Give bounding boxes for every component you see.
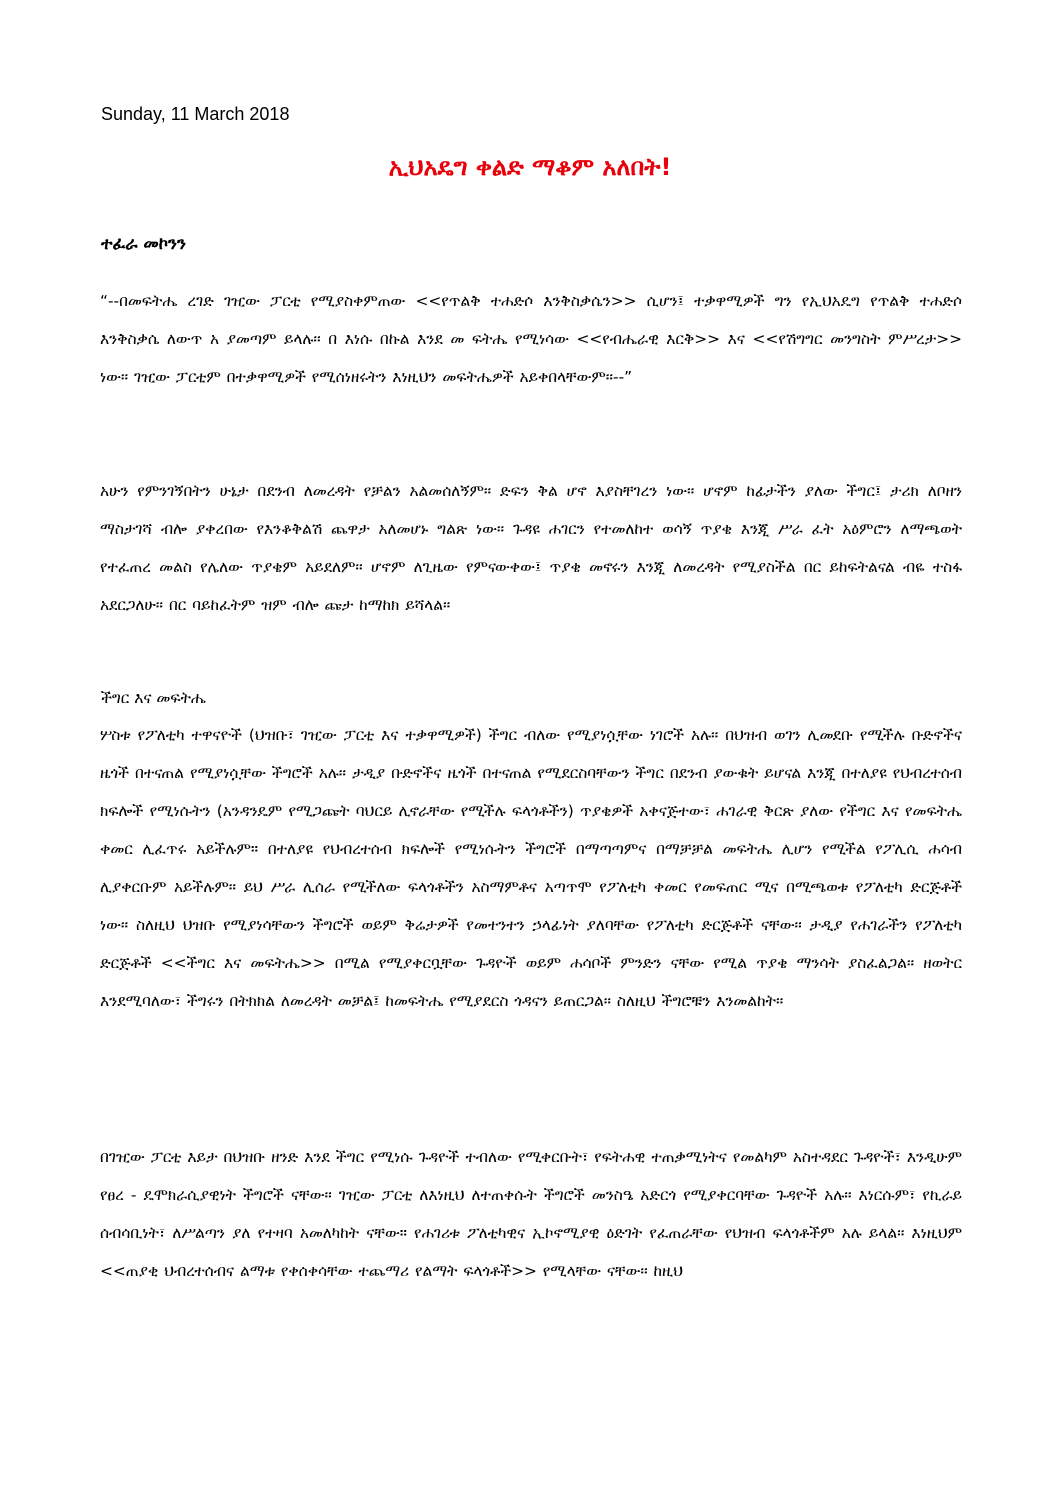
paragraph-1: አሁን የምንገኝበትን ሁኔታ በደንብ ለመረዳት የቻልን አልመሰለኝም፡፡ ድፍን ቅል ሆኖ እያስቸገረን ነው፡፡ ሆኖም ከፊታችን ያለው ችግር፤ ታሪክ ለቦዘን ማስታገሻ ብሎ ያቀረበው የእንቆቅልሽ ጨዋታ አለመሆኑ ግልጽ ነው፡፡ ጉዳዩ ሐገርን የተመለከተ ወሳኝ ጥያቄ እንጂ ሥራ ፈት አዕምሮን ለማጫወት የተፈጠረ መልስ የሌለው ጥያቄም አይደለም፡፡ ሆኖም ለጊዜው የምናውቀው፤ ጥያቄ መኖሩን እንጂ ለመረዳት የሚያስችል በር ይከፍትልናል ብዬ ተስፋ አደርጋለሁ፡፡ በር ባይከፈትም ዝም ብሎ ጩታ ከማከክ ይሻላል፡፡: [100, 482, 962, 614]
author-name: ተፈራ መኮንን: [101, 234, 186, 254]
document-title: ኢህአዴግ ቀልድ ማቆም አለበት!: [388, 153, 672, 181]
section-heading: ችግር እና መፍትሔ: [101, 689, 206, 707]
paragraph-3: በገዢው ፓርቲ እይታ በህዝቡ ዘንድ እንደ ችግር የሚነሱ ጉዳዮች ተብለው የሚቀርቡት፣ የፍትሐዊ ተጠቃሚነትና የመልካም አስተዳደር ጉዳዮች፣ እንዲሁም የፀረ - ዴሞክራሲያዊነት ችግሮች ናቸው፡፡ ገዢው ፓርቲ ለእነዚህ ለተጠቀሱት ችግሮች መንስዔ አድርጎ የሚያቀርባቸው ጉዳዮች አሉ፡፡ እነርሱም፣ የኪራይ ሰብሳቢነት፣ ለሥልጣን ያለ የተዛባ አመለካከት ናቸው። የሐገሪቱ ፖለቲካዊና ኢኮኖሚያዊ ዕድገት የፈጠራቸው የህዝብ ፍላጎቶችም አሉ ይላል፡፡ እነዚህም <<ጠያቂ ህብረተሰብና ልማቱ የቀሰቀሳቸው ተጨማሪ የልማት ፍላጎቶች>> የሚላቸው ናቸው፡፡ ከዚህ: [100, 1148, 962, 1280]
document-date: Sunday, 11 March 2018: [101, 104, 290, 124]
paragraph-2: ሦስቱ የፖለቲካ ተዋናዮች (ህዝቡ፣ ገዢው ፓርቲ እና ተቃዋሚዎች) ችግር ብለው የሚያነሷቸው ነገሮች አሉ፡፡ በህዝብ ወገን ሊመደቡ የሚችሉ ቡድኖችና ዜጎች በተናጠል የሚያነሷቸው ችግሮች አሉ፡፡ ታዲያ ቡድኖችና ዜጎች በተናጠል የሚደርስባቸውን ችግር በደንብ ያውቁት ይሆናል እንጂ በተለያዩ የህብረተሰብ ክፍሎች የሚነሱትን (አንዳንዴም የሚጋጩት ባህርይ ሊኖራቸው የሚችሉ ፍላጎቶችን) ጥያቄዎች አቀናጅተው፣ ሐገራዊ ቅርጽ ያለው የችግር እና የመፍትሔ ቀመር ሊፈጥሩ አይችሉም። በተለያዩ የህብረተሰብ ክፍሎች የሚነሱትን ችግሮች በማጣጣምና በማቻቻል መፍትሔ ሊሆን የሚችል የፖሊሲ ሐሳብ ሊያቀርቡም አይችሉም፡፡ ይህ ሥራ ሊሰራ የሚችለው ፍላጎቶችን አስማምቶና አጣጥሞ የፖለቲካ ቀመር የመፍጠር ሚና በሚጫወቱ የፖለቲካ ድርጅቶች ነው፡፡ ስለዚህ ህዝቡ የሚያነሳቸውን ችግሮች ወይም ቅሬታዎች የመተንተን ኃላፊነት ያለባቸው የፖለቲካ ድርጅቶች ናቸው፡፡ ታዲያ የሐገራችን የፖለቲካ ድርጅቶች <<ችግር እና መፍትሔ>> በሚል የሚያቀርቧቸው ጉዳዮች ወይም ሐሳቦች ምንድን ናቸው የሚል ጥያቄ ማንሳት ያስፈልጋል፡፡ ዘወትር እንደሚባለው፣ ችግሩን በትክክል ለመረዳት መቻል፤ ከመፍትሔ የሚያደርስ ጎዳናን ይጠርጋል፡፡ ስለዚህ ችግሮቹን እንመልከት፡፡: [100, 726, 962, 1010]
intro-quote: “--በመፍትሔ ረገድ ገዢው ፓርቲ የሚያስቀምጠው <<የጥልቅ ተሐድሶ እንቅስቃሴን>> ሲሆን፤ ተቃዋሚዎች ግን የኢህአዴግ የጥልቅ ተሐድሶ እንቅስቃሴ ለውጥ አ ያመጣም ይላሉ፡፡ በ እነሱ በኩል እንደ መ ፍትሔ የሚነሳው <<የብሔራዊ እርቅ>> እና <<የሽግግር መንግስት ምሥረታ>> ነው፡፡ ገዢው ፓርቲም በተቃዋሚዎች የሚሰነዘሩትን እነዚህን መፍትሔዎች አይቀበላቸውም፡፡--”: [100, 292, 962, 386]
